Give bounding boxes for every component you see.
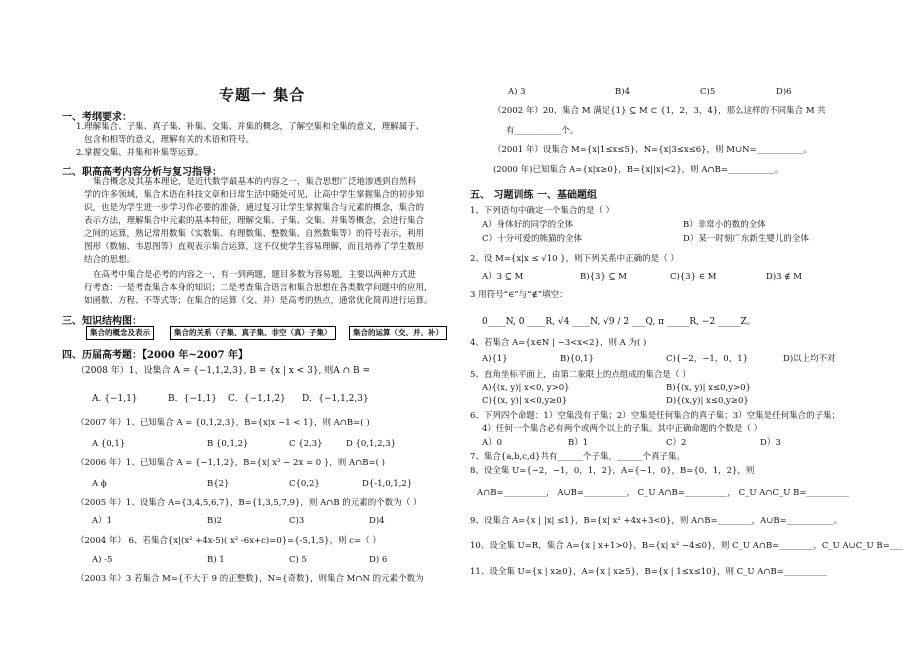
guide-para-line: 如函数、方程、不等式等；在集合的运算（交、并）是高考的热点，通常优化简再进行运算。 (84, 296, 433, 306)
option-a: A）3 ⊆ M (482, 272, 524, 282)
option-a: A. {−1,1} (92, 394, 138, 404)
problem-3-blanks: 0____N, 0 ____R, √4 ____N, √9 / 2 ___Q, π _____R, −2 _____Z。 (482, 317, 756, 327)
option-d: D)以上均不对 (783, 354, 836, 364)
option-d: D)6 (776, 87, 792, 97)
option-c: C){−2，−1，0，1} (666, 354, 749, 364)
question-2006: （2006 年）1、已知集合 A = {−1,1,2}，B={x| x² − 2x = 0 }，则 A∩B=( ) (76, 458, 385, 468)
option-b: B){(x, y)| x≤0,y>0} (666, 383, 751, 393)
guide-para-line: 表示方法，理解集合中元素的基本特征，理解交集、子集、交集、并集等概念，会进行集合 (84, 216, 425, 226)
section-3-heading: 三、知识结构图： (62, 316, 142, 327)
problem-7: 7、集合{a,b,c,d}共有______个子集，______个真子集。 (470, 452, 686, 462)
option-b: B)2 (207, 516, 222, 526)
guide-para-line: 图形（数轴、韦恩图等）直观表示集合运算，这不仅使学生容易理解，而且培养了学生数形 (84, 242, 425, 252)
relation-box: 集合的关系（子集、真子集、非空（真）子集） (170, 326, 336, 340)
problem-1: 1、下列语句中确定一个集合的是（ ） (470, 206, 615, 216)
problem-3: 3 用符号“∈”与“∉”填空： (470, 290, 568, 300)
option-d: D)4 (369, 516, 385, 526)
option-a: A）身体好的同学的全体 (482, 220, 574, 230)
section-2-heading: 二、职高高考内容分析与复习指导： (62, 167, 222, 178)
problem-2: 2、设 M={x|x ≤ √10 }，则下列关系中正确的是（ ） (470, 254, 679, 264)
problem-11: 11、设全集 U={x | x≥0}，A={x | x≥5}，B={x | 1≤x≤10}，则 C_U A∩B=__________ (470, 567, 827, 577)
concept-box: 集合的概念及表示 (86, 326, 154, 340)
option-d: D）3 (760, 438, 781, 448)
option-b: B){3} ⊆ M (580, 272, 628, 282)
guide-para-line: 之间的运算，熟记常用数集（实数集、有理数集、整数集、自然数集等）的符号表示，利用 (84, 229, 425, 239)
problem-5: 5、直角坐标平面上，由第二象限上的点组成的集合是（ ） (470, 370, 691, 380)
option-b: B{2} (207, 479, 230, 489)
option-b: B）1 (568, 438, 589, 448)
guide-para-line: 行考查：一是考查集合本身的知识；二是考查集合语言和集合思想在各类数学问题中的应用， (84, 283, 433, 293)
option-c: C){3} ∈ M (670, 272, 717, 282)
guide-para-line: 集合概念及其基本理论，是近代数学最基本的内容之一，集合思想广泛地渗透到自然科 (93, 177, 417, 187)
question-2002: （2002 年）20、集合 M 满足{1} ⊆ M ⊂ {1，2，3，4}，那么这样的不同集合 M 共 (493, 106, 826, 116)
option-c: C)5 (700, 87, 716, 97)
option-a: A){1} (482, 354, 508, 364)
syllabus-line-3: 2.掌握交集、并集和补集等运算。 (76, 148, 204, 158)
option-b: B {0,1,2} (207, 439, 249, 449)
option-a: A {0,1} (92, 439, 126, 449)
problem-10: 10、设全集 U=R，集合 A={x | x+1>0}，B={x| x² −4≤0}，则 C_U A∩B=________，C_U A∪C_U B=___ (470, 541, 903, 551)
question-2002-blank: 有___________个。 (506, 126, 579, 136)
problem-4: 4、若集合 A={x∈N | −3<x<2}，则 A 为( ) (470, 338, 647, 348)
option-d: D){(x,y)| x≤0,y≥0} (666, 396, 749, 406)
question-2004: （2004 年） 6、若集合{x|(x² +4x-5)( x² -6x+c)=0}={-5,1,5}，则 c=（ ） (76, 536, 381, 546)
option-a: A ϕ (92, 479, 107, 489)
option-c: C) 5 (289, 555, 307, 565)
option-c: C){(x, y)| x<0,y≥0} (482, 396, 568, 406)
option-d: D）某一时刻广东新生婴儿的全体 (683, 234, 809, 244)
section-1-heading: 一、考纲要求： (62, 112, 132, 123)
problem-6-line-2: 4）任何一个集合必有两个或两个以上的子集。其中正确命题的个数是（ ） (482, 424, 763, 434)
option-b: B．{−1,1} (168, 394, 217, 404)
question-2001: （2001 年）设集合 M={x|1≤x≤5}，N={x|3≤x≤6}，则 M∪N=___________。 (493, 145, 812, 155)
option-b: B)4 (615, 87, 630, 97)
option-d: D{-1,0,1,2} (362, 479, 413, 489)
page-title: 专题一 集合 (219, 86, 306, 104)
question-2000: (2000 年)已知集合 A={x|x≥0}，B={x||x|<2}，则 A∩B=___________。 (493, 165, 784, 175)
question-2005: （2005 年）1、设集合 A={3,4,5,6,7}，B={1,3,5,7,9}，则 A∩B 的元素的个数为（ ） (76, 498, 422, 508)
guide-para-line: 识，也是为学生进一步学习作必要的准备，通过复习让学生掌握集合与元素的概念，集合的 (84, 203, 425, 213)
option-b: B) 1 (207, 555, 225, 565)
problem-9: 9、设集合 A={x | |x| ≤1}，B={x| x² +4x+3<0}，则 A∩B=________，A∪B=___________。 (470, 516, 843, 526)
option-c: C．{−1,1,2} (228, 394, 286, 404)
option-b: B){0,1} (560, 354, 594, 364)
question-2007: （2007 年）1、已知集合 A = {0,1,2,3}，B={x|x −1 < 1}，则 A∩B=( ) (76, 418, 370, 428)
option-d: D) 6 (369, 555, 388, 565)
guide-para-line: 结合的思想。 (84, 255, 136, 265)
question-2003: （2003 年）3 若集合 M={不大于 9 的正整数}，N={奇数}，则集合 M∩N 的元素个数为 (76, 574, 424, 584)
option-c: C）十分可爱的熊猫的全体 (482, 234, 583, 244)
option-a: A）1 (92, 516, 113, 526)
option-d: D {0,1,2,3} (346, 439, 397, 449)
operation-box: 集合的运算（交、并、补） (349, 326, 447, 340)
problem-6: 6、下列四个命题：1）空集没有子集；2）空集是任何集合的真子集；3）空集是任何集合的子集； (470, 411, 841, 421)
option-a: A) 3 (508, 87, 526, 97)
option-c: C）2 (666, 438, 687, 448)
option-c: C {2,3} (289, 439, 323, 449)
section-5-heading: 五、 习题训练 一、基础题组 (470, 190, 597, 201)
option-c: C{0,2} (289, 479, 320, 489)
option-a: A) -5 (92, 555, 113, 565)
syllabus-line-1: 1.理解集合、子集、真子集、补集、交集、并集的概念，了解空集和全集的意义，理解属于、 (76, 122, 425, 132)
question-2008: （2008 年）1、设集合 A = {−1,1,2,3}, B = {x | x < 3}, 则A ∩ B = (76, 366, 371, 376)
section-4-heading: 四、历届高考题：【2000 年~2007 年】 (62, 350, 249, 361)
problem-8-blanks: A∩B=__________， A∪B=__________， C_U A∩B=__________， C_U A∩C_U B=__________ (477, 488, 849, 498)
guide-para-line: 在高考中集合是必考的内容之一，有一到两题，题目多数为容易题，主要以两种方式进 (93, 270, 417, 280)
problem-8: 8、设全集 U={−2，−1，0，1，2}，A={−1，0}，B={0，1，2}，则 (470, 466, 755, 476)
option-d: D．{−1,1,2,3} (302, 394, 369, 404)
option-a: A）0 (482, 438, 503, 448)
option-b: B）非常小的数的全体 (683, 220, 766, 230)
option-c: C)3 (289, 516, 305, 526)
option-a: A){(x, y)| x<0, y>0} (482, 383, 570, 393)
option-d: D)3 ∉ M (766, 272, 802, 282)
syllabus-line-2: 包含和相等的意义，理解有关的术语和符号。 (84, 135, 255, 145)
guide-para-line: 学的许多领域，集合术语在科技文章和日常生活中随处可见，让高中学生掌握集合的初步知 (84, 190, 425, 200)
